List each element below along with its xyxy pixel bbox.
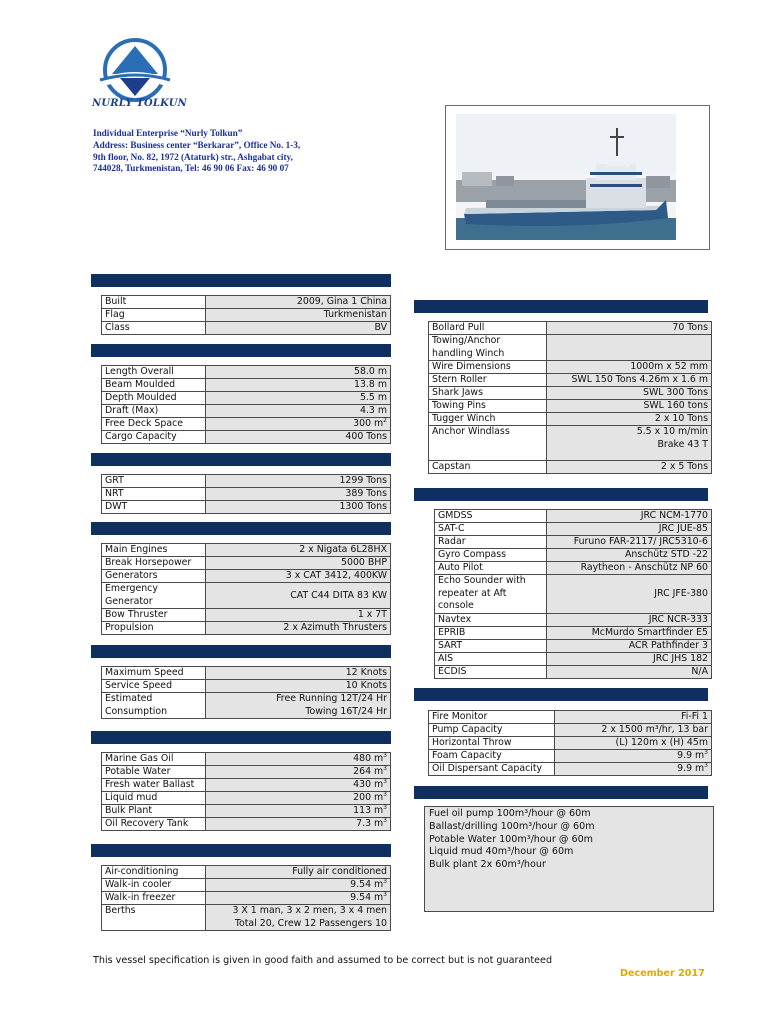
table-row [102, 557, 391, 570]
row-value: 2 x Azimuth Thrusters [206, 622, 391, 635]
value-sup: 3 [383, 803, 387, 811]
row-value: SWL 150 Tons 4.26m x 1.6 m [547, 374, 712, 387]
value-line: 5.5 x 10 m/min [636, 426, 708, 437]
section-header-firefighting [414, 688, 708, 701]
value-text: 9.54 m [350, 879, 384, 890]
row-label: ECDIS [435, 665, 547, 678]
row-label: Air-conditioning [102, 866, 206, 879]
row-value: 389 Tons [206, 488, 391, 501]
row-value: 5000 BHP [206, 557, 391, 570]
disclaimer-text: This vessel specification is given in good faith and assumed to be correct but is not guaranteed [93, 955, 553, 966]
row-value: 2 x 5 Tons [547, 461, 712, 474]
row-value: 1299 Tons [206, 475, 391, 488]
table-row [429, 322, 712, 335]
table-row [102, 379, 391, 392]
row-label: GMDSS [435, 510, 547, 523]
row-value: (L) 120m x (H) 45m [555, 737, 712, 750]
table-row [102, 309, 391, 322]
row-value: 1 x 7T [206, 609, 391, 622]
row-label: Foam Capacity [429, 750, 555, 763]
row-label: Anchor Windlass [429, 426, 547, 461]
section-header-pumps [414, 786, 708, 799]
row-label: SART [435, 639, 547, 652]
table-row [435, 536, 712, 549]
row-value: JRC JHS 182 [547, 652, 712, 665]
table-row [429, 724, 712, 737]
row-value: Fi-Fi 1 [555, 711, 712, 724]
row-label: Tugger Winch [429, 413, 547, 426]
row-label: Bow Thruster [102, 609, 206, 622]
row-value: 13.8 m [206, 379, 391, 392]
row-value: JRC NCR-333 [547, 613, 712, 626]
table-row [102, 866, 391, 879]
value-text: 430 m [353, 779, 384, 790]
table-row [102, 296, 391, 309]
value-text: 9.54 m [350, 892, 384, 903]
row-value [555, 750, 712, 763]
row-label: Built [102, 296, 206, 309]
section-header-deck [414, 300, 708, 313]
table-row [102, 753, 391, 766]
row-value: SWL 160 tons [547, 400, 712, 413]
row-value: Raytheon - Anschütz NP 60 [547, 562, 712, 575]
value-sup: 3 [383, 751, 387, 759]
table-row [102, 609, 391, 622]
value-line: Free Running 12T/24 Hr [276, 693, 387, 704]
table-row [102, 680, 391, 693]
table-row [102, 392, 391, 405]
table-deck [428, 321, 712, 474]
row-value: Turkmenistan [206, 309, 391, 322]
value-sup: 2 [383, 416, 387, 424]
table-row [435, 562, 712, 575]
table-row [429, 387, 712, 400]
table-row [102, 405, 391, 418]
table-row [429, 763, 712, 776]
row-value [547, 426, 712, 461]
table-performance [101, 666, 391, 719]
value-sup: 3 [704, 761, 708, 769]
row-label: Beam Moulded [102, 379, 206, 392]
row-label: Walk-in freezer [102, 892, 206, 905]
table-navigation [434, 509, 712, 679]
row-value: McMurdo Smartfinder E5 [547, 626, 712, 639]
table-row [102, 792, 391, 805]
address-line: 9th floor, No. 82, 1972 (Ataturk) str., Ashgabat city, [93, 151, 293, 162]
row-value: Fully air conditioned [206, 866, 391, 879]
value-line: 3 X 1 man, 3 x 2 men, 3 x 4 men [232, 905, 387, 916]
row-label: Bollard Pull [429, 322, 547, 335]
row-value [206, 753, 391, 766]
table-machinery [101, 543, 391, 635]
row-label: Draft (Max) [102, 405, 206, 418]
table-row [429, 400, 712, 413]
value-text: 264 m [353, 766, 384, 777]
row-label: Main Engines [102, 544, 206, 557]
section-header-performance [91, 645, 391, 658]
value-text: 113 m [353, 805, 384, 816]
table-row [102, 475, 391, 488]
table-row [435, 523, 712, 536]
row-label: Oil Dispersant Capacity [429, 763, 555, 776]
row-value: 5.5 m [206, 392, 391, 405]
value-sup: 3 [383, 790, 387, 798]
row-label: Pump Capacity [429, 724, 555, 737]
table-row [435, 613, 712, 626]
table-row [435, 626, 712, 639]
value-text: 9.9 m [677, 750, 705, 761]
value-sup: 3 [383, 890, 387, 898]
value-text: 480 m [353, 753, 384, 764]
table-dimensions [101, 365, 391, 444]
table-row [102, 805, 391, 818]
row-label: NRT [102, 488, 206, 501]
row-value: JRC NCM-1770 [547, 510, 712, 523]
table-row [429, 461, 712, 474]
table-row [102, 905, 391, 931]
pump-line: Ballast/drilling 100m³/hour @ 60m [429, 820, 595, 832]
row-label: Generators [102, 570, 206, 583]
row-label: Service Speed [102, 680, 206, 693]
value-sup: 3 [383, 777, 387, 785]
row-label: Break Horsepower [102, 557, 206, 570]
table-row [102, 570, 391, 583]
row-label: Oil Recovery Tank [102, 818, 206, 831]
row-label: DWT [102, 501, 206, 514]
row-label: Stern Roller [429, 374, 547, 387]
value-sup: 3 [704, 748, 708, 756]
table-row [102, 418, 391, 431]
row-value [206, 792, 391, 805]
table-row [429, 426, 712, 461]
row-value: BV [206, 322, 391, 335]
table-row [102, 501, 391, 514]
section-header-navigation [414, 488, 708, 501]
section-header-capacities [91, 731, 391, 744]
table-row [429, 413, 712, 426]
row-label: Maximum Speed [102, 667, 206, 680]
table-row [102, 818, 391, 831]
table-row [429, 335, 712, 361]
row-label: Emergency Generator [102, 583, 206, 609]
row-label: Fire Monitor [429, 711, 555, 724]
row-value: 2 x 1500 m³/hr, 13 bar [555, 724, 712, 737]
table-accommodation [101, 865, 391, 931]
row-label: Length Overall [102, 366, 206, 379]
table-row [429, 750, 712, 763]
row-value: 58.0 m [206, 366, 391, 379]
table-row [102, 431, 391, 444]
row-value [206, 693, 391, 719]
row-label: Estimated Consumption [102, 693, 206, 719]
row-value: N/A [547, 665, 712, 678]
pump-line: Fuel oil pump 100m³/hour @ 60m [429, 808, 591, 819]
value-line: Total 20, Crew 12 Passengers 10 [234, 917, 387, 929]
row-label: Potable Water [102, 766, 206, 779]
row-label: SAT-C [435, 523, 547, 536]
table-row [102, 622, 391, 635]
table-row [429, 361, 712, 374]
row-value [206, 892, 391, 905]
table-row [102, 322, 391, 335]
table-tonnage [101, 474, 391, 514]
row-label: Navtex [435, 613, 547, 626]
table-capacities [101, 752, 391, 831]
value-text: 9.9 m [677, 763, 705, 774]
table-row [435, 549, 712, 562]
table-row [435, 639, 712, 652]
table-row [102, 488, 391, 501]
row-label: Auto Pilot [435, 562, 547, 575]
table-row [102, 766, 391, 779]
row-value: 4.3 m [206, 405, 391, 418]
row-value: 2009, Gina 1 China [206, 296, 391, 309]
row-label: EPRIB [435, 626, 547, 639]
row-label: Cargo Capacity [102, 431, 206, 444]
row-value [206, 779, 391, 792]
value-text: 300 m [353, 418, 384, 429]
table-row [102, 693, 391, 719]
row-value: ACR Pathfinder 3 [547, 639, 712, 652]
row-value [206, 818, 391, 831]
table-row [102, 583, 391, 609]
row-label: Depth Moulded [102, 392, 206, 405]
row-value: 2 x 10 Tons [547, 413, 712, 426]
row-label: AIS [435, 652, 547, 665]
company-address [93, 128, 393, 175]
row-value [206, 418, 391, 431]
row-value: JRC JUE-85 [547, 523, 712, 536]
row-label: Echo Sounder with repeater at Aft console [435, 575, 547, 614]
row-label: Radar [435, 536, 547, 549]
table-row [435, 665, 712, 678]
row-label: Towing/Anchor handling Winch [429, 335, 547, 361]
row-value: 2 x Nigata 6L28HX [206, 544, 391, 557]
section-header-general [91, 274, 391, 287]
pump-line: Potable Water 100m³/hour @ 60m [429, 833, 594, 845]
table-row [435, 652, 712, 665]
table-row [102, 779, 391, 792]
table-row [102, 879, 391, 892]
row-label: Bulk Plant [102, 805, 206, 818]
row-value: 70 Tons [547, 322, 712, 335]
value-line: Brake 43 T [657, 438, 708, 450]
value-sup: 3 [383, 877, 387, 885]
row-label: Propulsion [102, 622, 206, 635]
pump-line: Bulk plant 2x 60m³/hour [429, 859, 546, 871]
row-label: GRT [102, 475, 206, 488]
section-header-accommodation [91, 844, 391, 857]
row-value: Anschütz STD -22 [547, 549, 712, 562]
row-label: Walk-in cooler [102, 879, 206, 892]
row-value: 400 Tons [206, 431, 391, 444]
row-value [555, 763, 712, 776]
row-label: Towing Pins [429, 400, 547, 413]
table-row [429, 374, 712, 387]
row-value: 1000m x 52 mm [547, 361, 712, 374]
row-label: Berths [102, 905, 206, 931]
value-line: Towing 16T/24 Hr [305, 705, 387, 717]
document-date: December 2017 [620, 968, 705, 979]
row-value: Furuno FAR-2117/ JRC5310-6 [547, 536, 712, 549]
vessel-photo-frame [445, 105, 710, 250]
table-row [435, 575, 712, 614]
value-sup: 3 [383, 816, 387, 824]
table-row [102, 892, 391, 905]
row-value: 1300 Tons [206, 501, 391, 514]
table-row [435, 510, 712, 523]
row-label: Marine Gas Oil [102, 753, 206, 766]
table-row [102, 667, 391, 680]
logo-text: NURLY TOLKUN [92, 98, 187, 109]
row-label: Horizontal Throw [429, 737, 555, 750]
section-header-tonnage [91, 453, 391, 466]
value-text: 7.3 m [356, 818, 384, 829]
address-line: Individual Enterprise “Nurly Tolkun” [93, 128, 243, 138]
row-label: Fresh water Ballast [102, 779, 206, 792]
row-label: Shark Jaws [429, 387, 547, 400]
pump-line: Liquid mud 40m³/hour @ 60m [429, 846, 574, 858]
value-text: 200 m [353, 792, 384, 803]
pumps-box [424, 806, 714, 912]
table-row [429, 737, 712, 750]
address-line: Address: Business center “Berkarar”, Office No. 1-3, [93, 139, 301, 150]
row-value [547, 335, 712, 361]
value-sup: 3 [383, 764, 387, 772]
row-value: JRC JFE-380 [547, 575, 712, 614]
row-value: SWL 300 Tons [547, 387, 712, 400]
address-line: 744028, Turkmenistan, Tel: 46 90 06 Fax: 46 90 07 [93, 163, 289, 174]
row-label: Class [102, 322, 206, 335]
row-label: Gyro Compass [435, 549, 547, 562]
row-value [206, 766, 391, 779]
row-value: CAT C44 DITA 83 KW [206, 583, 391, 609]
row-label: Wire Dimensions [429, 361, 547, 374]
row-value: 12 Knots [206, 667, 391, 680]
section-header-machinery [91, 522, 391, 535]
row-value [206, 905, 391, 931]
row-label: Capstan [429, 461, 547, 474]
vessel-photo [456, 114, 676, 240]
row-value [206, 879, 391, 892]
table-row [102, 544, 391, 557]
row-label: Flag [102, 309, 206, 322]
table-general [101, 295, 391, 335]
row-value: 10 Knots [206, 680, 391, 693]
table-firefighting [428, 710, 712, 776]
table-row [102, 366, 391, 379]
row-label: Free Deck Space [102, 418, 206, 431]
table-row [429, 711, 712, 724]
section-header-dimensions [91, 344, 391, 357]
row-value: 3 x CAT 3412, 400KW [206, 570, 391, 583]
row-value [206, 805, 391, 818]
row-label: Liquid mud [102, 792, 206, 805]
